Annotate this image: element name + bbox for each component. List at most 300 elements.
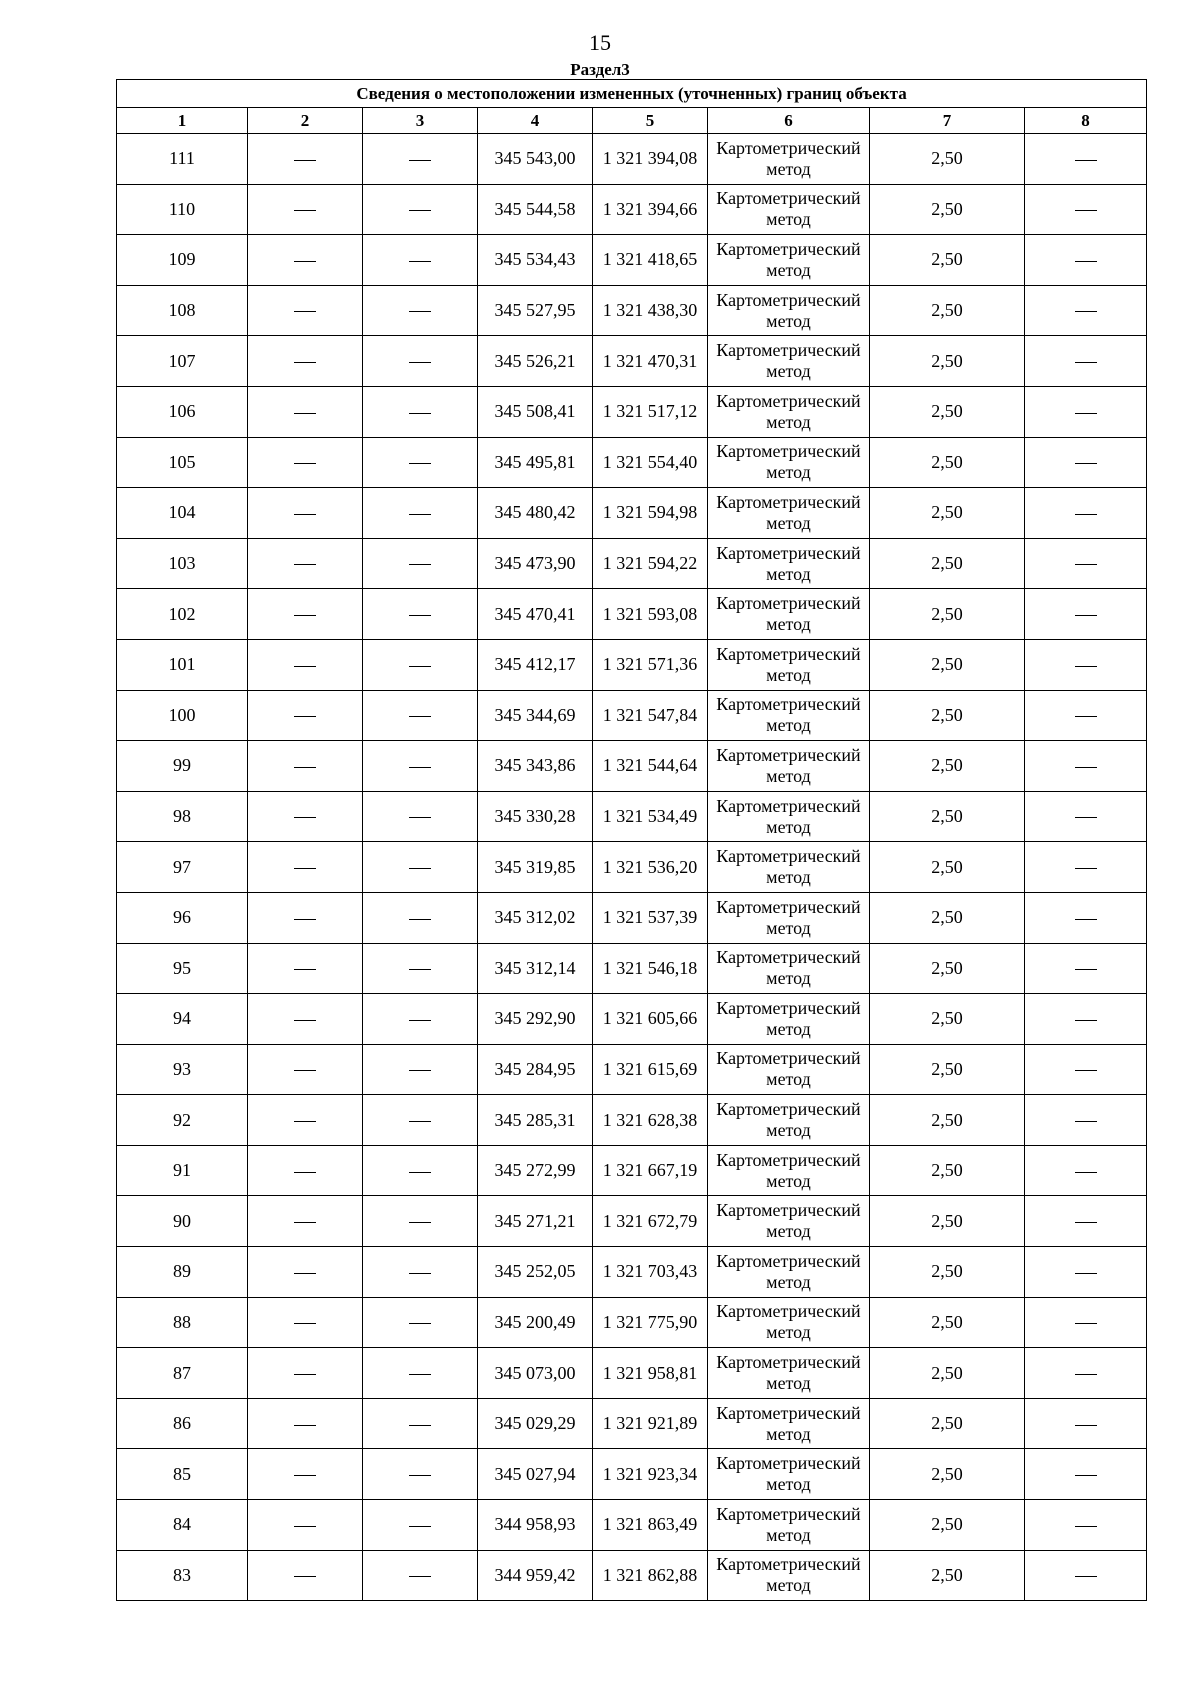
empty-value-cell bbox=[363, 235, 478, 286]
empty-value-cell bbox=[248, 285, 363, 336]
dash-mark bbox=[1075, 615, 1097, 616]
accuracy-cell: 2,50 bbox=[870, 741, 1025, 792]
accuracy-cell: 2,50 bbox=[870, 943, 1025, 994]
empty-value-cell bbox=[248, 1550, 363, 1601]
empty-value-cell bbox=[1025, 1449, 1147, 1500]
empty-value-cell bbox=[248, 1145, 363, 1196]
dash-mark bbox=[294, 666, 316, 667]
empty-value-cell bbox=[1025, 1145, 1147, 1196]
point-number-cell: 109 bbox=[117, 235, 248, 286]
dash-mark bbox=[1075, 1576, 1097, 1577]
point-number-cell: 95 bbox=[117, 943, 248, 994]
dash-mark bbox=[409, 413, 431, 414]
dash-mark bbox=[1075, 1374, 1097, 1375]
dash-mark bbox=[409, 160, 431, 161]
dash-mark bbox=[409, 514, 431, 515]
empty-value-cell bbox=[1025, 488, 1147, 539]
y-coordinate-cell: 1 321 921,89 bbox=[593, 1398, 708, 1449]
empty-value-cell bbox=[248, 690, 363, 741]
dash-mark bbox=[409, 1172, 431, 1173]
accuracy-cell: 2,50 bbox=[870, 437, 1025, 488]
accuracy-cell: 2,50 bbox=[870, 1145, 1025, 1196]
empty-value-cell bbox=[363, 1449, 478, 1500]
dash-mark bbox=[409, 362, 431, 363]
dash-mark bbox=[409, 1222, 431, 1223]
y-coordinate-cell: 1 321 703,43 bbox=[593, 1247, 708, 1298]
x-coordinate-cell: 344 959,42 bbox=[478, 1550, 593, 1601]
y-coordinate-cell: 1 321 394,08 bbox=[593, 134, 708, 185]
empty-value-cell bbox=[248, 184, 363, 235]
accuracy-cell: 2,50 bbox=[870, 134, 1025, 185]
empty-value-cell bbox=[248, 1348, 363, 1399]
method-cell: Картометрический метод bbox=[708, 538, 870, 589]
x-coordinate-cell: 345 543,00 bbox=[478, 134, 593, 185]
empty-value-cell bbox=[1025, 690, 1147, 741]
empty-value-cell bbox=[363, 1247, 478, 1298]
dash-mark bbox=[1075, 413, 1097, 414]
page-number: 15 bbox=[589, 30, 611, 55]
empty-value-cell bbox=[363, 943, 478, 994]
point-number-cell: 99 bbox=[117, 741, 248, 792]
column-number-6: 6 bbox=[708, 108, 870, 134]
point-number-cell: 94 bbox=[117, 994, 248, 1045]
empty-value-cell bbox=[248, 1500, 363, 1551]
dash-mark bbox=[1075, 160, 1097, 161]
empty-value-cell bbox=[363, 437, 478, 488]
dash-mark bbox=[294, 969, 316, 970]
section-title: Раздел3 bbox=[570, 60, 630, 79]
x-coordinate-cell: 345 473,90 bbox=[478, 538, 593, 589]
dash-mark bbox=[294, 1576, 316, 1577]
y-coordinate-cell: 1 321 537,39 bbox=[593, 892, 708, 943]
accuracy-cell: 2,50 bbox=[870, 1398, 1025, 1449]
x-coordinate-cell: 345 412,17 bbox=[478, 639, 593, 690]
table-row bbox=[117, 437, 1147, 488]
dash-mark bbox=[409, 919, 431, 920]
empty-value-cell bbox=[1025, 589, 1147, 640]
point-number-cell: 83 bbox=[117, 1550, 248, 1601]
method-cell: Картометрический метод bbox=[708, 690, 870, 741]
y-coordinate-cell: 1 321 667,19 bbox=[593, 1145, 708, 1196]
dash-mark bbox=[409, 261, 431, 262]
point-number-cell: 101 bbox=[117, 639, 248, 690]
accuracy-cell: 2,50 bbox=[870, 1550, 1025, 1601]
y-coordinate-cell: 1 321 628,38 bbox=[593, 1095, 708, 1146]
x-coordinate-cell: 345 319,85 bbox=[478, 842, 593, 893]
method-cell: Картометрический метод bbox=[708, 1145, 870, 1196]
dash-mark bbox=[1075, 1070, 1097, 1071]
table-row bbox=[117, 1550, 1147, 1601]
accuracy-cell: 2,50 bbox=[870, 994, 1025, 1045]
x-coordinate-cell: 345 470,41 bbox=[478, 589, 593, 640]
method-cell: Картометрический метод bbox=[708, 842, 870, 893]
empty-value-cell bbox=[248, 1297, 363, 1348]
empty-value-cell bbox=[1025, 1196, 1147, 1247]
x-coordinate-cell: 345 343,86 bbox=[478, 741, 593, 792]
point-number-cell: 100 bbox=[117, 690, 248, 741]
empty-value-cell bbox=[363, 1348, 478, 1399]
x-coordinate-cell: 345 312,14 bbox=[478, 943, 593, 994]
dash-mark bbox=[1075, 1222, 1097, 1223]
accuracy-cell: 2,50 bbox=[870, 892, 1025, 943]
accuracy-cell: 2,50 bbox=[870, 1348, 1025, 1399]
empty-value-cell bbox=[248, 1398, 363, 1449]
dash-mark bbox=[409, 1020, 431, 1021]
table-row bbox=[117, 1196, 1147, 1247]
empty-value-cell bbox=[248, 538, 363, 589]
dash-mark bbox=[409, 1475, 431, 1476]
empty-value-cell bbox=[363, 336, 478, 387]
dash-mark bbox=[409, 1070, 431, 1071]
point-number-cell: 102 bbox=[117, 589, 248, 640]
accuracy-cell: 2,50 bbox=[870, 336, 1025, 387]
point-number-cell: 106 bbox=[117, 386, 248, 437]
x-coordinate-cell: 345 200,49 bbox=[478, 1297, 593, 1348]
x-coordinate-cell: 345 508,41 bbox=[478, 386, 593, 437]
column-number-row bbox=[117, 108, 1147, 134]
empty-value-cell bbox=[363, 1196, 478, 1247]
empty-value-cell bbox=[363, 892, 478, 943]
empty-value-cell bbox=[363, 184, 478, 235]
dash-mark bbox=[1075, 463, 1097, 464]
empty-value-cell bbox=[363, 488, 478, 539]
x-coordinate-cell: 345 284,95 bbox=[478, 1044, 593, 1095]
empty-value-cell bbox=[248, 1449, 363, 1500]
empty-value-cell bbox=[363, 538, 478, 589]
dash-mark bbox=[294, 868, 316, 869]
x-coordinate-cell: 345 480,42 bbox=[478, 488, 593, 539]
empty-value-cell bbox=[248, 741, 363, 792]
dash-mark bbox=[409, 615, 431, 616]
method-cell: Картометрический метод bbox=[708, 791, 870, 842]
method-cell: Картометрический метод bbox=[708, 639, 870, 690]
dash-mark bbox=[294, 261, 316, 262]
empty-value-cell bbox=[1025, 994, 1147, 1045]
table-row bbox=[117, 285, 1147, 336]
dash-mark bbox=[409, 868, 431, 869]
method-cell: Картометрический метод bbox=[708, 1449, 870, 1500]
x-coordinate-cell: 345 544,58 bbox=[478, 184, 593, 235]
dash-mark bbox=[409, 1526, 431, 1527]
dash-mark bbox=[1075, 1526, 1097, 1527]
method-cell: Картометрический метод bbox=[708, 1550, 870, 1601]
table-row bbox=[117, 235, 1147, 286]
dash-mark bbox=[1075, 1020, 1097, 1021]
dash-mark bbox=[409, 311, 431, 312]
dash-mark bbox=[1075, 817, 1097, 818]
empty-value-cell bbox=[248, 892, 363, 943]
dash-mark bbox=[294, 311, 316, 312]
y-coordinate-cell: 1 321 418,65 bbox=[593, 235, 708, 286]
table-row bbox=[117, 639, 1147, 690]
method-cell: Картометрический метод bbox=[708, 1348, 870, 1399]
accuracy-cell: 2,50 bbox=[870, 1095, 1025, 1146]
method-cell: Картометрический метод bbox=[708, 1196, 870, 1247]
table-row bbox=[117, 1044, 1147, 1095]
dash-mark bbox=[294, 919, 316, 920]
table-row bbox=[117, 842, 1147, 893]
accuracy-cell: 2,50 bbox=[870, 1196, 1025, 1247]
empty-value-cell bbox=[363, 690, 478, 741]
empty-value-cell bbox=[1025, 1550, 1147, 1601]
y-coordinate-cell: 1 321 863,49 bbox=[593, 1500, 708, 1551]
empty-value-cell bbox=[363, 1145, 478, 1196]
method-cell: Картометрический метод bbox=[708, 994, 870, 1045]
y-coordinate-cell: 1 321 593,08 bbox=[593, 589, 708, 640]
point-number-cell: 90 bbox=[117, 1196, 248, 1247]
empty-value-cell bbox=[1025, 134, 1147, 185]
method-cell: Картометрический метод bbox=[708, 134, 870, 185]
point-number-cell: 111 bbox=[117, 134, 248, 185]
dash-mark bbox=[294, 463, 316, 464]
empty-value-cell bbox=[1025, 791, 1147, 842]
dash-mark bbox=[294, 1020, 316, 1021]
method-cell: Картометрический метод bbox=[708, 437, 870, 488]
empty-value-cell bbox=[248, 589, 363, 640]
x-coordinate-cell: 345 527,95 bbox=[478, 285, 593, 336]
point-number-cell: 91 bbox=[117, 1145, 248, 1196]
empty-value-cell bbox=[363, 1095, 478, 1146]
dash-mark bbox=[1075, 1121, 1097, 1122]
dash-mark bbox=[294, 1222, 316, 1223]
table-row bbox=[117, 386, 1147, 437]
table-row bbox=[117, 1247, 1147, 1298]
empty-value-cell bbox=[363, 994, 478, 1045]
accuracy-cell: 2,50 bbox=[870, 791, 1025, 842]
column-number-8: 8 bbox=[1025, 108, 1147, 134]
y-coordinate-cell: 1 321 470,31 bbox=[593, 336, 708, 387]
empty-value-cell bbox=[248, 1044, 363, 1095]
y-coordinate-cell: 1 321 958,81 bbox=[593, 1348, 708, 1399]
method-cell: Картометрический метод bbox=[708, 1095, 870, 1146]
dash-mark bbox=[1075, 666, 1097, 667]
empty-value-cell bbox=[248, 842, 363, 893]
empty-value-cell bbox=[1025, 437, 1147, 488]
dash-mark bbox=[294, 564, 316, 565]
table-row bbox=[117, 1500, 1147, 1551]
x-coordinate-cell: 345 526,21 bbox=[478, 336, 593, 387]
accuracy-cell: 2,50 bbox=[870, 386, 1025, 437]
dash-mark bbox=[409, 1323, 431, 1324]
empty-value-cell bbox=[363, 1550, 478, 1601]
point-number-cell: 87 bbox=[117, 1348, 248, 1399]
column-number-3: 3 bbox=[363, 108, 478, 134]
table-row bbox=[117, 184, 1147, 235]
empty-value-cell bbox=[363, 741, 478, 792]
coordinates-table bbox=[116, 79, 1147, 1601]
table-row bbox=[117, 741, 1147, 792]
dash-mark bbox=[294, 767, 316, 768]
point-number-cell: 92 bbox=[117, 1095, 248, 1146]
x-coordinate-cell: 345 029,29 bbox=[478, 1398, 593, 1449]
point-number-cell: 96 bbox=[117, 892, 248, 943]
dash-mark bbox=[294, 514, 316, 515]
y-coordinate-cell: 1 321 672,79 bbox=[593, 1196, 708, 1247]
x-coordinate-cell: 345 344,69 bbox=[478, 690, 593, 741]
accuracy-cell: 2,50 bbox=[870, 639, 1025, 690]
table-row bbox=[117, 589, 1147, 640]
y-coordinate-cell: 1 321 615,69 bbox=[593, 1044, 708, 1095]
x-coordinate-cell: 345 252,05 bbox=[478, 1247, 593, 1298]
method-cell: Картометрический метод bbox=[708, 741, 870, 792]
point-number-cell: 93 bbox=[117, 1044, 248, 1095]
empty-value-cell bbox=[248, 336, 363, 387]
x-coordinate-cell: 345 534,43 bbox=[478, 235, 593, 286]
empty-value-cell bbox=[363, 386, 478, 437]
x-coordinate-cell: 344 958,93 bbox=[478, 1500, 593, 1551]
empty-value-cell bbox=[363, 842, 478, 893]
x-coordinate-cell: 345 272,99 bbox=[478, 1145, 593, 1196]
point-number-cell: 108 bbox=[117, 285, 248, 336]
empty-value-cell bbox=[1025, 1044, 1147, 1095]
y-coordinate-cell: 1 321 594,22 bbox=[593, 538, 708, 589]
column-number-4: 4 bbox=[478, 108, 593, 134]
table-row bbox=[117, 1095, 1147, 1146]
dash-mark bbox=[294, 1526, 316, 1527]
dash-mark bbox=[1075, 716, 1097, 717]
dash-mark bbox=[409, 1273, 431, 1274]
x-coordinate-cell: 345 292,90 bbox=[478, 994, 593, 1045]
accuracy-cell: 2,50 bbox=[870, 285, 1025, 336]
empty-value-cell bbox=[363, 1500, 478, 1551]
method-cell: Картометрический метод bbox=[708, 488, 870, 539]
y-coordinate-cell: 1 321 547,84 bbox=[593, 690, 708, 741]
dash-mark bbox=[1075, 261, 1097, 262]
table-row bbox=[117, 943, 1147, 994]
dash-mark bbox=[409, 666, 431, 667]
method-cell: Картометрический метод bbox=[708, 1247, 870, 1298]
empty-value-cell bbox=[248, 943, 363, 994]
y-coordinate-cell: 1 321 775,90 bbox=[593, 1297, 708, 1348]
empty-value-cell bbox=[1025, 943, 1147, 994]
empty-value-cell bbox=[1025, 285, 1147, 336]
accuracy-cell: 2,50 bbox=[870, 1500, 1025, 1551]
dash-mark bbox=[1075, 1475, 1097, 1476]
method-cell: Картометрический метод bbox=[708, 589, 870, 640]
table-row bbox=[117, 1449, 1147, 1500]
y-coordinate-cell: 1 321 923,34 bbox=[593, 1449, 708, 1500]
x-coordinate-cell: 345 285,31 bbox=[478, 1095, 593, 1146]
dash-mark bbox=[294, 1323, 316, 1324]
accuracy-cell: 2,50 bbox=[870, 1247, 1025, 1298]
point-number-cell: 105 bbox=[117, 437, 248, 488]
empty-value-cell bbox=[248, 994, 363, 1045]
point-number-cell: 104 bbox=[117, 488, 248, 539]
y-coordinate-cell: 1 321 534,49 bbox=[593, 791, 708, 842]
accuracy-cell: 2,50 bbox=[870, 1449, 1025, 1500]
point-number-cell: 88 bbox=[117, 1297, 248, 1348]
dash-mark bbox=[294, 817, 316, 818]
method-cell: Картометрический метод bbox=[708, 1398, 870, 1449]
empty-value-cell bbox=[1025, 842, 1147, 893]
accuracy-cell: 2,50 bbox=[870, 538, 1025, 589]
accuracy-cell: 2,50 bbox=[870, 589, 1025, 640]
point-number-cell: 84 bbox=[117, 1500, 248, 1551]
dash-mark bbox=[294, 615, 316, 616]
accuracy-cell: 2,50 bbox=[870, 1297, 1025, 1348]
y-coordinate-cell: 1 321 438,30 bbox=[593, 285, 708, 336]
point-number-cell: 85 bbox=[117, 1449, 248, 1500]
y-coordinate-cell: 1 321 517,12 bbox=[593, 386, 708, 437]
method-cell: Картометрический метод bbox=[708, 336, 870, 387]
table-row bbox=[117, 892, 1147, 943]
method-cell: Картометрический метод bbox=[708, 892, 870, 943]
empty-value-cell bbox=[248, 639, 363, 690]
x-coordinate-cell: 345 312,02 bbox=[478, 892, 593, 943]
table-row bbox=[117, 134, 1147, 185]
table-row bbox=[117, 690, 1147, 741]
dash-mark bbox=[1075, 311, 1097, 312]
empty-value-cell bbox=[248, 1247, 363, 1298]
table-row bbox=[117, 538, 1147, 589]
empty-value-cell bbox=[248, 134, 363, 185]
method-cell: Картометрический метод bbox=[708, 235, 870, 286]
accuracy-cell: 2,50 bbox=[870, 842, 1025, 893]
dash-mark bbox=[294, 160, 316, 161]
dash-mark bbox=[1075, 969, 1097, 970]
empty-value-cell bbox=[1025, 1348, 1147, 1399]
dash-mark bbox=[1075, 514, 1097, 515]
dash-mark bbox=[409, 210, 431, 211]
y-coordinate-cell: 1 321 862,88 bbox=[593, 1550, 708, 1601]
method-cell: Картометрический метод bbox=[708, 1500, 870, 1551]
dash-mark bbox=[409, 463, 431, 464]
y-coordinate-cell: 1 321 605,66 bbox=[593, 994, 708, 1045]
empty-value-cell bbox=[248, 488, 363, 539]
method-cell: Картометрический метод bbox=[708, 184, 870, 235]
empty-value-cell bbox=[363, 1297, 478, 1348]
dash-mark bbox=[294, 413, 316, 414]
dash-mark bbox=[294, 1172, 316, 1173]
table-caption: Сведения о местоположении измененных (уточненных) границ объекта bbox=[117, 80, 1147, 108]
dash-mark bbox=[1075, 362, 1097, 363]
dash-mark bbox=[294, 210, 316, 211]
dash-mark bbox=[294, 1374, 316, 1375]
y-coordinate-cell: 1 321 546,18 bbox=[593, 943, 708, 994]
empty-value-cell bbox=[1025, 336, 1147, 387]
empty-value-cell bbox=[363, 1398, 478, 1449]
point-number-cell: 103 bbox=[117, 538, 248, 589]
empty-value-cell bbox=[248, 1095, 363, 1146]
y-coordinate-cell: 1 321 571,36 bbox=[593, 639, 708, 690]
dash-mark bbox=[409, 564, 431, 565]
point-number-cell: 110 bbox=[117, 184, 248, 235]
method-cell: Картометрический метод bbox=[708, 1044, 870, 1095]
accuracy-cell: 2,50 bbox=[870, 1044, 1025, 1095]
empty-value-cell bbox=[363, 589, 478, 640]
dash-mark bbox=[294, 1273, 316, 1274]
method-cell: Картометрический метод bbox=[708, 386, 870, 437]
dash-mark bbox=[409, 1576, 431, 1577]
accuracy-cell: 2,50 bbox=[870, 690, 1025, 741]
dash-mark bbox=[409, 767, 431, 768]
empty-value-cell bbox=[1025, 184, 1147, 235]
dash-mark bbox=[1075, 564, 1097, 565]
point-number-cell: 89 bbox=[117, 1247, 248, 1298]
empty-value-cell bbox=[1025, 741, 1147, 792]
dash-mark bbox=[1075, 210, 1097, 211]
method-cell: Картометрический метод bbox=[708, 1297, 870, 1348]
dash-mark bbox=[294, 362, 316, 363]
empty-value-cell bbox=[248, 437, 363, 488]
empty-value-cell bbox=[1025, 1500, 1147, 1551]
dash-mark bbox=[1075, 1425, 1097, 1426]
empty-value-cell bbox=[1025, 1095, 1147, 1146]
y-coordinate-cell: 1 321 394,66 bbox=[593, 184, 708, 235]
empty-value-cell bbox=[248, 386, 363, 437]
empty-value-cell bbox=[1025, 892, 1147, 943]
y-coordinate-cell: 1 321 554,40 bbox=[593, 437, 708, 488]
